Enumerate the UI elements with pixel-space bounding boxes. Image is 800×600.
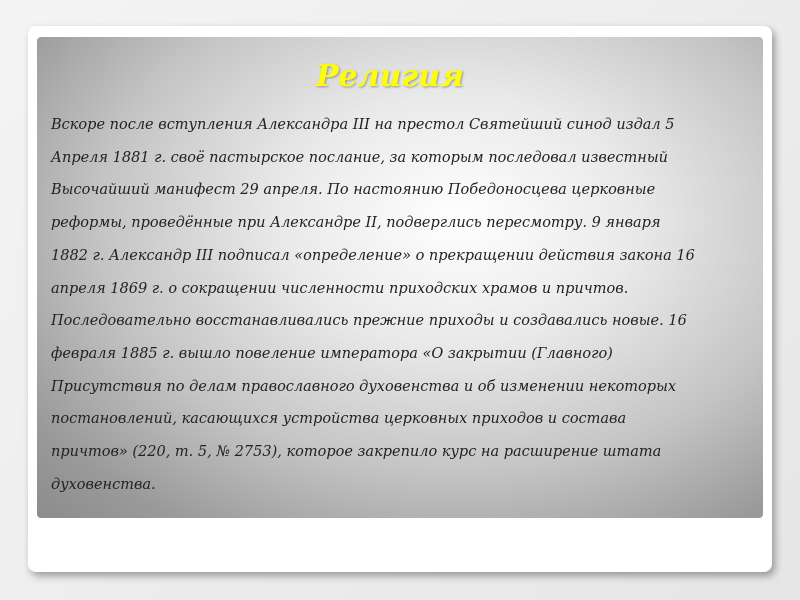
body-line: Последовательно восстанавливались прежние приходы и создавались новые. 16	[51, 313, 687, 330]
body-line: духовенства.	[51, 476, 156, 493]
body-line: Высочайший манифест 29 апреля. По настоянию Победоносцева церковные	[51, 182, 656, 199]
body-line: причтов» (220, т. 5, № 2753), которое закрепило курс на расширение штата	[51, 444, 662, 461]
content-panel	[37, 37, 763, 518]
body-line: Апреля 1881 г. своё пастырское послание, за которым последовал известный	[51, 149, 669, 166]
body-line: постановлений, касающихся устройства церковных приходов и состава	[51, 411, 627, 428]
body-line: апреля 1869 г. о сокращении численности приходских храмов и причтов.	[51, 280, 629, 297]
body-line: Присутствия по делам православного духовенства и об изменении некоторых	[51, 378, 677, 395]
body-line: февраля 1885 г. вышло повеление императора «О закрытии (Главного)	[51, 345, 613, 362]
slide-title: Религия	[316, 59, 464, 94]
body-line: реформы, проведённые при Александре II, подверглись пересмотру. 9 января	[51, 215, 661, 232]
body-line: Вскоре после вступления Александра III на престол Святейший синод издал 5	[51, 117, 675, 133]
body-line: 1882 г. Александр III подписал «определение» о прекращении действия закона 16	[51, 247, 695, 264]
slide-body-text	[51, 109, 751, 501]
